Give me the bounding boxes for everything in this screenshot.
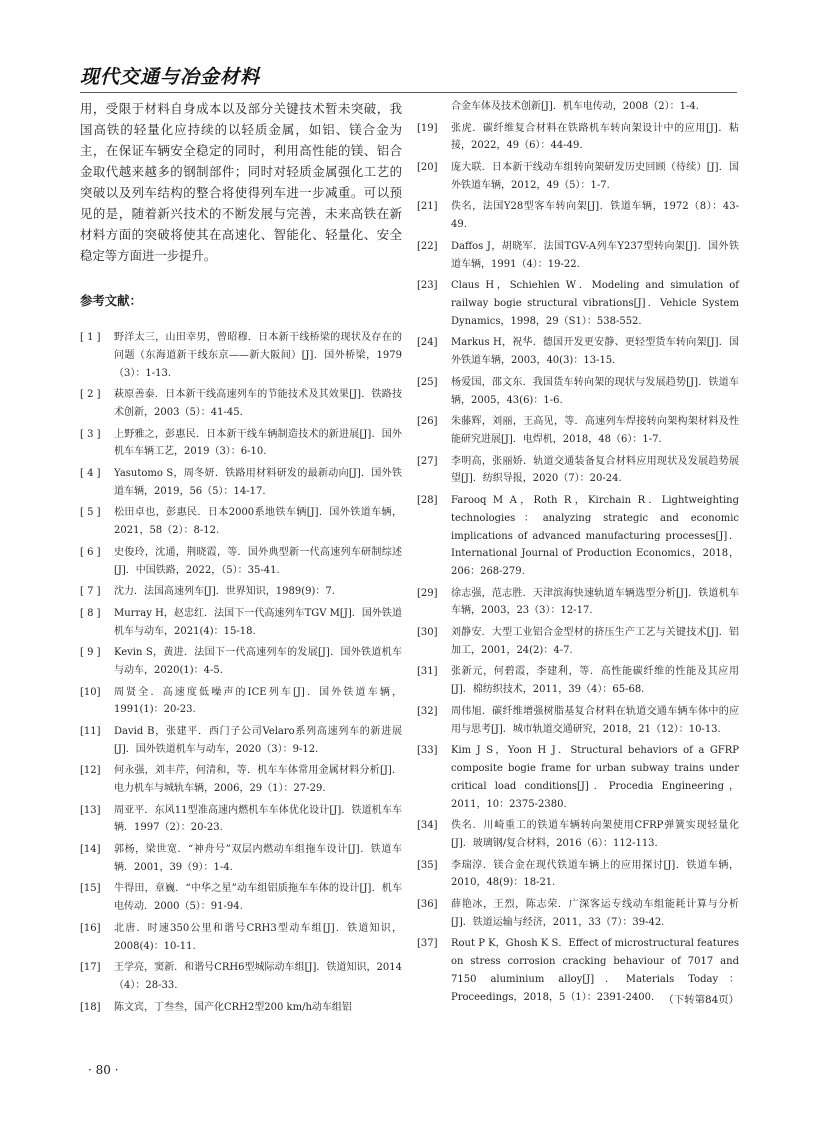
reference-number: [37] — [417, 938, 438, 950]
references-heading: 参考文献： — [80, 293, 142, 308]
reference-item — [417, 585, 739, 621]
reference-item — [417, 238, 739, 274]
reference-text: 杨爱国，邵文东．我国货车转向架的现状与发展趋势[J]．铁道车辆，2005，43(6)：1-6. — [451, 376, 739, 406]
reference-number: [ 3 ] — [80, 428, 101, 440]
reference-text: Markus H，祝华．德国开发更安静、更轻型货车转向架[J]．国外铁道车辆，2003，40(3)：13-15. — [451, 337, 739, 367]
left-column — [80, 98, 402, 1020]
reference-item — [417, 624, 739, 660]
reference-item — [80, 426, 402, 462]
reference-number: [ 2 ] — [80, 389, 101, 401]
reference-item — [80, 880, 402, 916]
reference-item — [417, 159, 739, 195]
reference-item — [417, 413, 739, 449]
reference-text: Kim J S，Yoon H J．Structural behaviors of a GFRP composite bogie frame for urban subway trains under critical load conditions[J]．Procedia Engineering，2011，10：2375-2380. — [451, 745, 739, 810]
reference-item — [80, 644, 402, 680]
reference-item — [80, 959, 402, 995]
reference-number: [26] — [417, 416, 438, 428]
reference-number: [36] — [417, 899, 438, 911]
reference-item — [417, 857, 739, 893]
reference-item — [417, 198, 739, 234]
reference-item — [417, 742, 739, 813]
reference-item — [417, 817, 739, 853]
reference-number: [28] — [417, 494, 438, 506]
reference-text: 周贤全．高速度低噪声的ICE列车[J]．国外铁道车辆，1991(1)：20-23. — [114, 686, 402, 716]
reference-number: [14] — [80, 844, 101, 856]
reference-item — [80, 465, 402, 501]
reference-number: [31] — [417, 666, 438, 678]
reference-item — [80, 504, 402, 540]
reference-number: [ 7 ] — [80, 586, 101, 598]
references-list-right — [417, 98, 739, 1007]
reference-text: Daffos J，胡晓军．法国TGV-A列车Y237型转向架[J]．国外铁道车辆，1991（4）：19-22. — [451, 240, 739, 270]
reference-item — [80, 329, 402, 382]
reference-number: [19] — [417, 122, 438, 134]
reference-text: Murray H，赵忠红．法国下一代高速列车TGV M[J]．国外铁道机车与动车，2021(4)：15-18. — [114, 607, 402, 637]
reference-number: [30] — [417, 627, 438, 639]
reference-text: 野洋太三，山田幸男，曾昭穆．日本新干线桥梁的现状及存在的问题（东海道新干线东京——新大阪间）[J]．国外桥梁，1979（3）：1-13. — [114, 332, 402, 379]
reference-text: 周伟旭．碳纤维增强树脂基复合材料在轨道交通车辆车体中的应用与思考[J]．城市轨道交通研究，2018，21（12）：10-13. — [451, 705, 739, 735]
reference-number: [ 1 ] — [80, 332, 101, 343]
reference-text: 牛得田，章巍．“中华之星”动车组铝质拖车车体的设计[J]．机车电传动．2000（5）：91-94. — [114, 883, 402, 913]
reference-number: [ 5 ] — [80, 507, 101, 519]
reference-text: 周亚平．东风11型准高速内燃机车车体优化设计[J]．铁道机车车辆．1997（2）：20-23. — [114, 804, 402, 834]
reference-text: 李瑞淳．镁合金在现代铁道车辆上的应用探讨[J]．铁道车辆，2010，48(9)：18-21. — [451, 859, 739, 889]
reference-number: [35] — [417, 859, 438, 871]
reference-text: 上野雅之，彭惠民．日本新干线车辆制造技术的新进展[J]．国外机车车辆工艺，2019（3）：6-10. — [114, 428, 402, 458]
reference-item — [80, 386, 402, 422]
right-column — [417, 98, 739, 1010]
reference-item — [80, 841, 402, 877]
reference-number: [24] — [417, 337, 438, 349]
reference-text: 刘静安．大型工业铝合金型材的挤压生产工艺与关键技术[J]．铝加工，2001，24(2)：4-7. — [451, 627, 739, 656]
reference-number: [23] — [417, 280, 438, 292]
reference-item — [80, 802, 402, 838]
reference-number: [32] — [417, 705, 438, 717]
reference-item — [80, 544, 402, 580]
reference-item — [417, 663, 739, 699]
reference-item — [417, 277, 739, 330]
reference-text: Yasutomo S，周冬妍．铁路用材料研发的最新动向[J]．国外铁道车辆，2019，56（5）：14-17. — [114, 467, 402, 497]
reference-text: 萩原善泰．日本新干线高速列车的节能技术及其效果[J]．铁路技术创新，2003（5）：41-45. — [114, 389, 402, 418]
reference-text: 庞大联．日本新干线动车组转向架研发历史回顾（待续）[J]．国外铁道车辆，2012，49（5）：1-7. — [451, 161, 739, 191]
reference-text: 北唐．时速350公里和谐号CRH3型动车组[J]．铁道知识，2008(4)：10-11. — [114, 922, 402, 952]
reference-text: 张虎．碳纤维复合材料在铁路机车转向架设计中的应用[J]．粘接，2022，49（6）：44-49. — [451, 122, 739, 152]
reference-text: Farooq M A，Roth R，Kirchain R．Lightweighting technologies：analyzing strategic and economic implications of advanced manufacturing processes[J]．International Journal of Production Economics，2018，206：268-279. — [451, 494, 739, 578]
reference-number: [16] — [80, 922, 101, 934]
reference-number: [15] — [80, 883, 101, 895]
reference-number — [417, 98, 451, 116]
reference-item — [417, 703, 739, 739]
reference-text: 王学亮，窦新．和谐号CRH6型城际动车组[J]．铁道知识，2014（4）：28-33. — [114, 962, 402, 992]
reference-text: 佚名，法国Y28型客车转向架[J]．铁道车辆，1972（8）：43-49. — [451, 201, 739, 231]
reference-text: Kevin S，黄进．法国下一代高速列车的发展[J]．国外铁道机车与动车，2020(1)：4-5. — [114, 647, 402, 676]
reference-text: 张新元，何碧霞，李建利，等．高性能碳纤维的性能及其应用[J]．棉纺织技术，2011，39（4）：65-68. — [451, 666, 739, 696]
reference-text: 徐志强，范志胜．天津滨海快速轨道车辆选型分析[J]．铁道机车车辆，2003，23（3）：12-17. — [451, 587, 739, 617]
body-paragraph: 用，受限于材料自身成本以及部分关键技术暂未突破，我国高铁的轻量化应持续的以轻质金属，如铝、镁合金为主，在保证车辆安全稳定的同时，利用高性能的镁、铝合金取代越来越多的钢制部件；同时对轻质金属强化工艺的突破以及列车结构的整合将使得列车进一步减重。可以预见的是，随着新兴技术的不断发展与完善，未来高铁在新材料方面的突破将使其在高速化、智能化、轻量化、安全稳定等方面进一步提升。 — [80, 101, 402, 263]
reference-item — [80, 920, 402, 956]
reference-item — [417, 334, 739, 370]
reference-text: 沈力．法国高速列车[J]．世界知识，1989(9)：7. — [114, 586, 335, 598]
reference-text: David B，张建平．西门子公司Velaro系列高速列车的新进展[J]．国外铁道机车与动车，2020（3）：9-12. — [114, 725, 402, 755]
reference-number: [17] — [80, 962, 101, 974]
reference-item — [80, 999, 402, 1017]
reference-number: [34] — [417, 820, 438, 832]
reference-number: [18] — [80, 1001, 101, 1013]
reference-number: [29] — [417, 587, 438, 599]
reference-item — [80, 583, 402, 601]
reference-text: 陈文宾，丁叁叁，国产化CRH2型200 km/h动车组铝 — [114, 1001, 352, 1013]
reference-text: 松田卓也，彭惠民．日本2000系地铁车辆[J]．国外铁道车辆，2021，58（2）：8-12. — [114, 507, 402, 537]
reference-text: 佚名．川崎重工的铁道车辆转向架使用CFRP弹簧实现轻量化[J]．玻璃钢/复合材料，2016（6）：112-113. — [451, 820, 739, 850]
reference-text: 何永强，刘丰芹，何清和，等．机车车体常用金属材料分析[J]．电力机车与城轨车辆，2006，29（1）：27-29. — [114, 765, 402, 795]
reference-item — [80, 723, 402, 759]
reference-number: [25] — [417, 376, 438, 388]
reference-number: [21] — [417, 201, 438, 213]
reference-item — [80, 762, 402, 798]
journal-logo: 现代交通与冶金材料 — [80, 66, 261, 88]
reference-number: [13] — [80, 804, 101, 816]
reference-item — [417, 492, 739, 581]
reference-text: 朱藤辉，刘丽，王高见，等．高速列车焊接转向架构架材料及性能研究进展[J]．电焊机，2018，48（6）：1-7. — [451, 416, 739, 445]
reference-text: 李明高，张丽娇．轨道交通装备复合材料应用现状及发展趋势展望[J]．纺织导报，2020（7）：20-24. — [451, 455, 739, 485]
reference-number: [ 9 ] — [80, 647, 101, 659]
reference-number: [ 6 ] — [80, 546, 101, 558]
reference-number: [ 8 ] — [80, 607, 101, 619]
reference-text: 薛艳冰，王烈，陈志荣．广深客运专线动车组能耗计算与分析[J]．铁道运输与经济，2011，33（7）：39-42. — [451, 899, 739, 928]
reference-item — [80, 605, 402, 641]
reference-number: [33] — [417, 745, 438, 757]
reference-item — [417, 120, 739, 156]
reference-number: [22] — [417, 240, 438, 252]
references-list-left — [80, 329, 402, 1016]
reference-number: [ 4 ] — [80, 467, 101, 479]
reference-item — [417, 896, 739, 932]
reference-item — [417, 98, 739, 116]
reference-number: [11] — [80, 725, 101, 737]
page-number: · 80 · — [88, 1063, 119, 1077]
reference-number: [27] — [417, 455, 438, 467]
reference-number: [12] — [80, 765, 101, 777]
reference-text: 合金车体及技术创新[J]．机车电传动，2008（2）：1-4. — [451, 101, 699, 112]
reference-text: 史俊玲，沈通，荆晓霞，等．国外典型新一代高速列车研制综述[J]．中国铁路，2022，（5）：35-41. — [114, 546, 402, 576]
reference-text: Rout P K，Ghosh K S．Effect of microstructural features on stress corrosion cracking behaviour of 7017 and 7150 aluminium alloy[J]．Materials Today：Proceedings，2018，5（1）：2391-2400. — [451, 938, 739, 1003]
reference-item — [417, 374, 739, 410]
reference-item — [417, 453, 739, 489]
reference-item — [80, 684, 402, 720]
header-rule — [80, 92, 737, 93]
reference-text: 郭杨，梁世宽．“神舟号”双层内燃动车组拖车设计[J]．铁道车辆．2001，39（9）：1-4. — [114, 844, 402, 873]
reference-number: [20] — [417, 161, 438, 173]
reference-text: Claus H，Schiehlen W．Modeling and simulation of railway bogie structural vibrations[J]．Vehicle System Dynamics，1998，29（S1）：538-552. — [451, 280, 739, 327]
continue-note: （下转第84页） — [663, 994, 739, 1007]
reference-number: [10] — [80, 686, 101, 698]
